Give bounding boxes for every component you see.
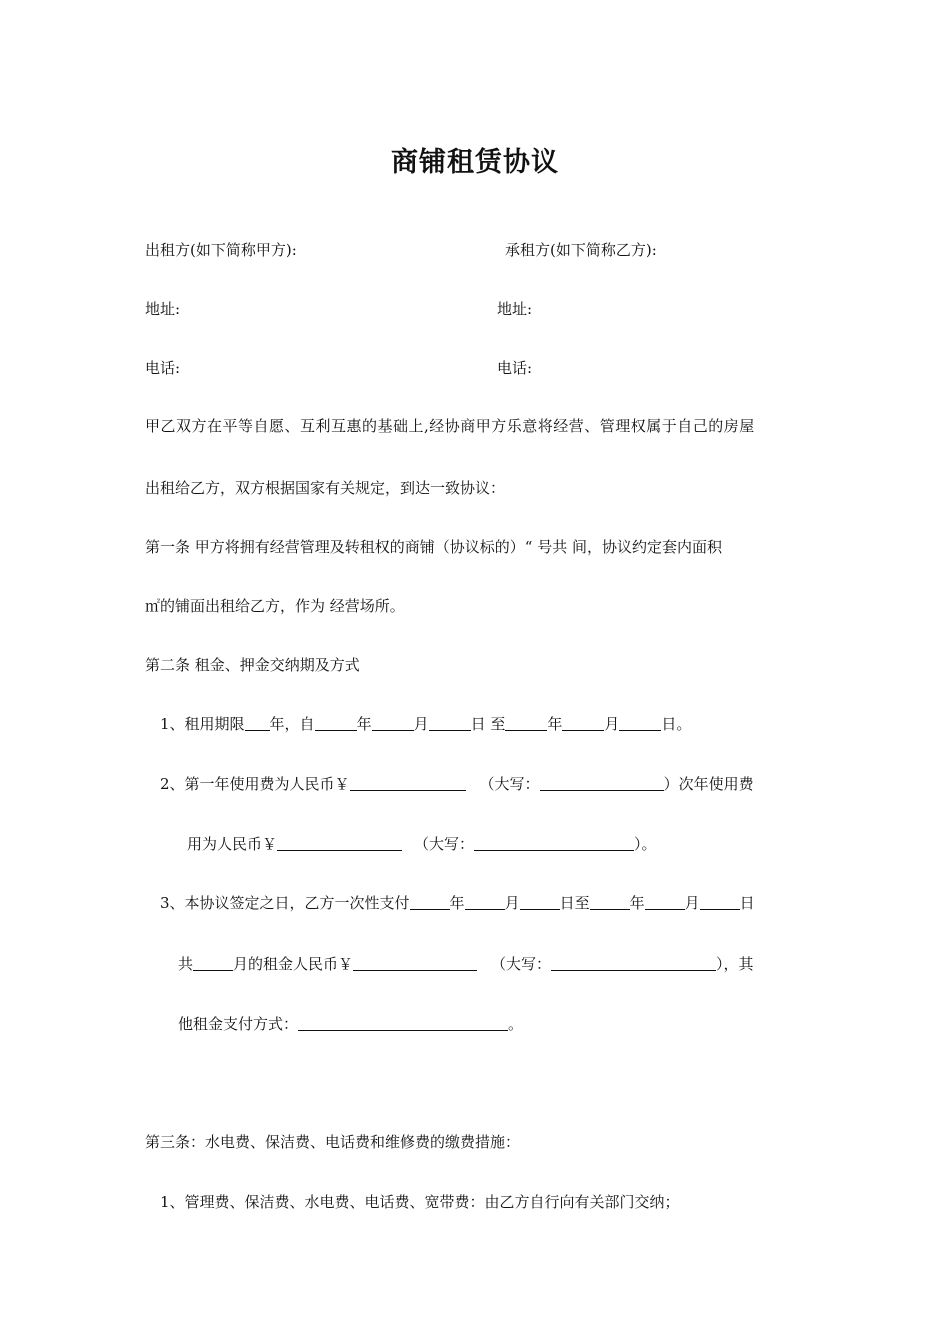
article-2-item-3-line-3 — [178, 1014, 523, 1034]
item-3-text-j: （大写： — [491, 955, 552, 973]
blank-field[interactable] — [353, 955, 477, 971]
article-2-item-2-line-2 — [187, 834, 657, 854]
item-2-text-d: 用为人民币￥ — [187, 835, 278, 853]
item-2-text-e: （大写： — [414, 835, 475, 853]
item-3-text-i: 月的租金人民币￥ — [233, 955, 354, 973]
article-2-item-3-line-2 — [178, 954, 754, 974]
item-1-text-f: 年 — [547, 715, 563, 733]
blank-field[interactable] — [562, 715, 604, 731]
document-title: 商铺租赁协议 — [391, 147, 559, 178]
blank-field[interactable] — [410, 894, 450, 910]
blank-field[interactable] — [350, 775, 466, 791]
blank-field[interactable] — [619, 715, 661, 731]
blank-field[interactable] — [590, 894, 630, 910]
blank-field[interactable] — [245, 715, 270, 731]
blank-field[interactable] — [505, 715, 547, 731]
article-3-item-1: 1、管理费、保洁费、水电费、电话费、宽带费：由乙方自行向有关部门交纳； — [160, 1193, 680, 1211]
item-1-text-d: 月 — [413, 715, 429, 733]
article-2-item-3-line-1 — [160, 893, 755, 913]
article-1-line-1: 第一条 甲方将拥有经营管理及转租权的商铺（协议标的）“ 号共 间，协议约定套内面积 — [145, 538, 722, 556]
item-3-text-a: 3、本协议签定之日，乙方一次性支付 — [160, 894, 410, 912]
item-1-text-h: 日。 — [661, 715, 692, 733]
article-1-line-2: ㎡的铺面出租给乙方，作为 经营场所。 — [145, 597, 405, 615]
article-2-item-2-line-1 — [160, 774, 754, 794]
party-a-phone: 电话: — [145, 359, 181, 377]
item-3-text-d: 日至 — [559, 894, 590, 912]
item-3-text-m: 。 — [508, 1015, 524, 1033]
blank-field[interactable] — [277, 835, 402, 851]
blank-field[interactable] — [372, 715, 414, 731]
intro-paragraph-line-1: 甲乙双方在平等自愿、互利互惠的基础上,经协商甲方乐意将经营、管理权属于自己的房屋 — [145, 417, 755, 435]
party-a-address: 地址: — [145, 300, 181, 318]
item-2-text-a: 2、第一年使用费为人民币￥ — [160, 775, 350, 793]
item-3-text-l: 他租金支付方式： — [178, 1015, 299, 1033]
article-3-heading: 第三条：水电费、保洁费、电话费和维修费的缴费措施： — [145, 1133, 521, 1151]
party-a-label: 出租方(如下简称甲方): — [145, 241, 297, 259]
party-b-phone: 电话: — [497, 359, 533, 377]
item-3-text-c: 月 — [504, 894, 520, 912]
item-3-text-e: 年 — [629, 894, 645, 912]
item-3-text-k: ），其 — [716, 955, 754, 973]
blank-field[interactable] — [193, 955, 233, 971]
item-3-text-f: 月 — [684, 894, 700, 912]
item-3-text-h: 共 — [178, 955, 194, 973]
party-b-label: 承租方(如下简称乙方): — [505, 241, 657, 259]
blank-field[interactable] — [645, 894, 685, 910]
item-2-text-f: ）。 — [634, 835, 657, 853]
blank-field[interactable] — [700, 894, 740, 910]
intro-paragraph-line-2: 出租给乙方，双方根据国家有关规定，到达一致协议： — [145, 479, 506, 497]
blank-field[interactable] — [429, 715, 471, 731]
blank-field[interactable] — [520, 894, 560, 910]
item-1-text-g: 月 — [604, 715, 620, 733]
article-2-heading: 第二条 租金、押金交纳期及方式 — [145, 656, 360, 674]
item-3-text-b: 年 — [449, 894, 465, 912]
item-1-text-a: 1、租用期限 — [160, 715, 245, 733]
blank-field[interactable] — [465, 894, 505, 910]
item-2-text-c: ）次年使用费 — [663, 775, 754, 793]
blank-field[interactable] — [540, 775, 664, 791]
party-b-address: 地址: — [497, 300, 533, 318]
item-1-text-b: 年，自 — [269, 715, 315, 733]
item-2-text-b: （大写： — [479, 775, 540, 793]
blank-field[interactable] — [298, 1015, 508, 1031]
item-1-text-e: 日 至 — [470, 715, 506, 733]
blank-field[interactable] — [474, 835, 634, 851]
article-2-item-1 — [160, 714, 691, 734]
item-3-text-g: 日 — [739, 894, 755, 912]
blank-field[interactable] — [315, 715, 357, 731]
item-1-text-c: 年 — [356, 715, 372, 733]
blank-field[interactable] — [551, 955, 716, 971]
